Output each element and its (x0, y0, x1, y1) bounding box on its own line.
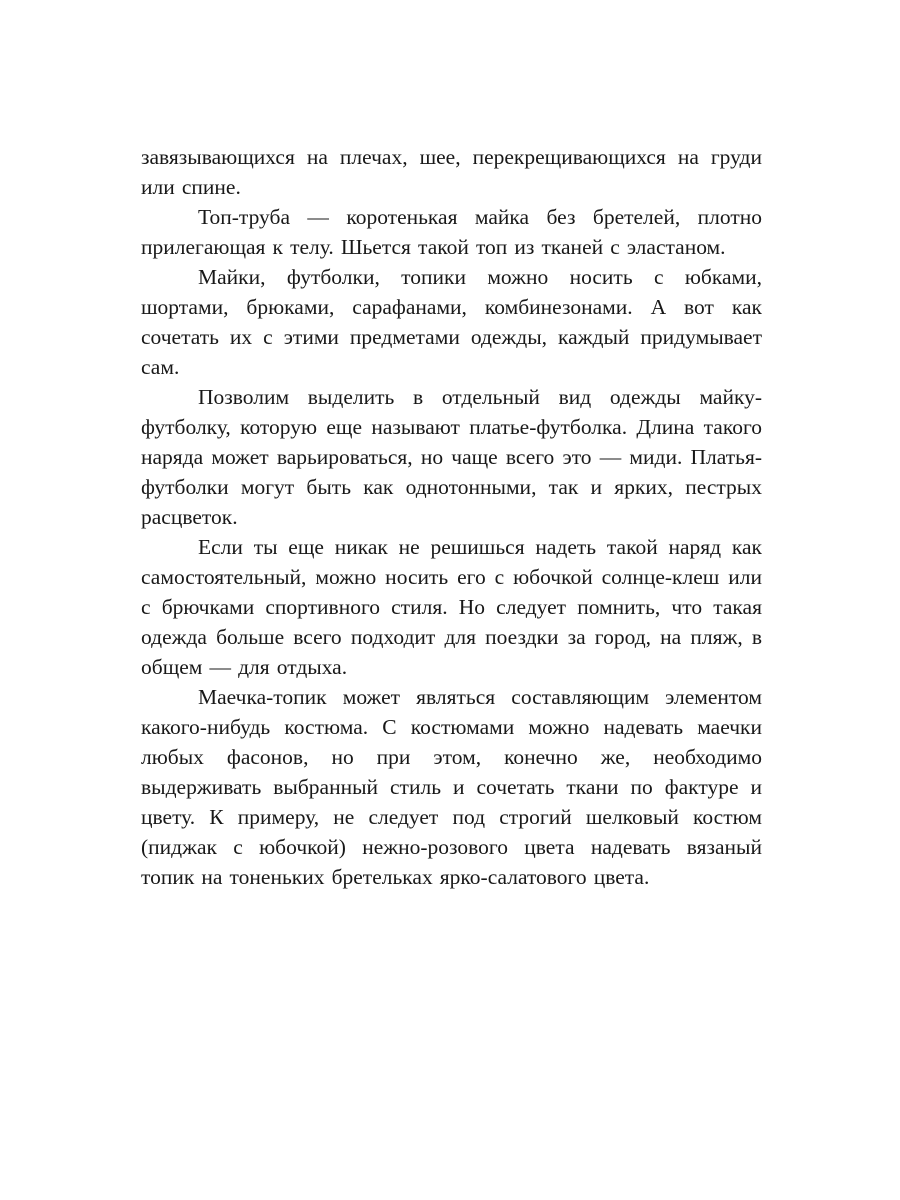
paragraph: Маечка-топик может являться составляющим элементом какого-нибудь костюма. С костюмами можно надевать маечки любых фасонов, но при этом, конечно же, необходимо выдерживать выбранный стиль и сочетать ткани по фактуре и цвету. К примеру, не следует под строгий шелковый костюм (пиджак с юбочкой) нежно-розового цвета надевать вязаный топик на тоненьких бретельках ярко-салатового цвета. (141, 685, 762, 889)
paragraph: Если ты еще никак не решишься надеть такой наряд как самостоятельный, можно носить его с юбочкой солнце-клеш или с брючками спортивного стиля. Но следует помнить, что такая одежда больше всего подходит для поездки за город, на пляж, в общем — для отдыха. (141, 535, 762, 679)
paragraph-continuation: завязывающихся на плечах, шее, перекрещивающихся на груди или спине. (141, 145, 762, 199)
paragraph: Майки, футболки, топики можно носить с юбками, шортами, брюками, сарафанами, комбинезонами. А вот как сочетать их с этими предметами одежды, каждый придумывает сам. (141, 265, 762, 379)
page-text-block (141, 142, 762, 892)
paragraph: Топ-труба — коротенькая майка без бретелей, плотно прилегающая к телу. Шьется такой топ из тканей с эластаном. (141, 205, 762, 259)
paragraph: Позволим выделить в отдельный вид одежды майку-футболку, которую еще называют платье-футболка. Длина такого наряда может варьироваться, но чаще всего это — миди. Платья-футболки могут быть как однотонными, так и ярких, пестрых расцветок. (141, 385, 762, 529)
